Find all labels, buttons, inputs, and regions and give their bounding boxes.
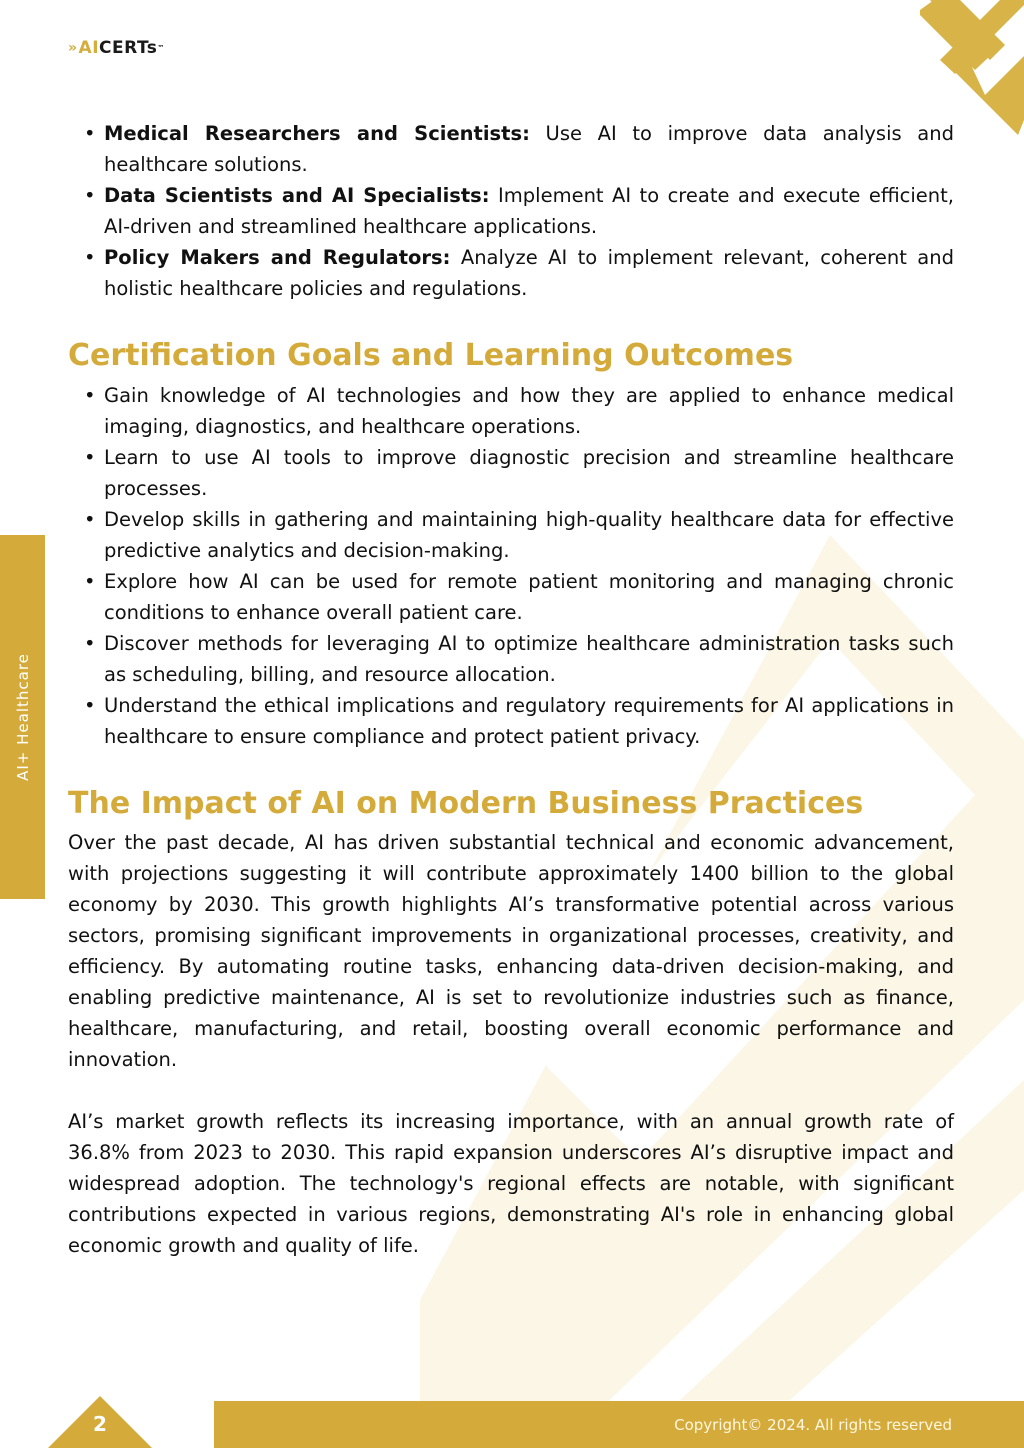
audience-item-title: Policy Makers and Regulators: — [104, 246, 451, 269]
audience-item — [80, 180, 954, 242]
audience-item-title: Medical Researchers and Scientists: — [104, 122, 530, 145]
audience-item-text: Use AI to improve data analysis and healthcare solutions. — [104, 122, 954, 176]
audience-item-text: Analyze AI to implement relevant, coherent and holistic healthcare policies and regulations. — [104, 246, 954, 300]
goal-item: • Develop skills in gathering and maintaining high-quality healthcare data for effective predictive analytics and decision-making. — [80, 504, 954, 566]
audience-item — [80, 118, 954, 180]
section-heading-impact: The Impact of AI on Modern Business Practices — [68, 786, 864, 821]
impact-paragraph: Over the past decade, AI has driven substantial technical and economic advancement, with projections suggesting it will contribute approximately 1400 billion to the global economy by 2030. This growth highlights AI’s transformative potential across various sectors, promising significant improvements in organizational processes, creativity, and efficiency. By automating routine tasks, enhancing data-driven decision-making, and enabling predictive maintenance, AI is set to revolutionize industries such as finance, healthcare, manufacturing, and retail, boosting overall economic performance and innovation. — [68, 831, 954, 1071]
goal-item: • Gain knowledge of AI technologies and how they are applied to enhance medical imaging, diagnostics, and healthcare operations. — [80, 380, 954, 442]
side-tab-label: AI+ Healthcare — [13, 653, 32, 781]
logo-arrow-icon: » — [68, 40, 78, 56]
logo-ai-text: AI — [78, 38, 100, 58]
audience-list — [80, 118, 954, 304]
goal-item: • Explore how AI can be used for remote patient monitoring and managing chronic conditions to enhance overall patient care. — [80, 566, 954, 628]
audience-item-text: Implement AI to create and execute efficient, AI-driven and streamlined healthcare applications. — [104, 184, 955, 238]
impact-paragraph: AI’s market growth reflects its increasing importance, with an annual growth rate of 36.8% from 2023 to 2030. This rapid expansion underscores AI’s disruptive impact and widespread adoption. The technology's regional effects are notable, with significant contributions expected in various regions, demonstrating AI's role in enhancing global economic growth and quality of life. — [68, 1110, 954, 1257]
goal-item: • Learn to use AI tools to improve diagnostic precision and streamline healthcare processes. — [80, 442, 954, 504]
audience-item-title: Data Scientists and AI Specialists: — [104, 184, 490, 207]
corner-emblem — [920, 0, 1024, 135]
goal-item: • Understand the ethical implications and regulatory requirements for AI applications in healthcare to ensure compliance and protect patient privacy. — [80, 690, 954, 752]
goal-item: • Discover methods for leveraging AI to optimize healthcare administration tasks such as scheduling, billing, and resource allocation. — [80, 628, 954, 690]
logo-certs-text: CERTs — [99, 38, 158, 58]
section-heading-goals: Certification Goals and Learning Outcomes — [68, 338, 794, 373]
side-tab — [0, 535, 45, 899]
audience-item — [80, 242, 954, 304]
footer-bar — [214, 1401, 1024, 1448]
logo-trademark: ™ — [157, 44, 165, 52]
page-number: 2 — [93, 1412, 107, 1436]
copyright-text: Copyright© 2024. All rights reserved — [674, 1415, 952, 1434]
goals-list — [80, 380, 954, 752]
aicerts-logo — [68, 38, 165, 58]
